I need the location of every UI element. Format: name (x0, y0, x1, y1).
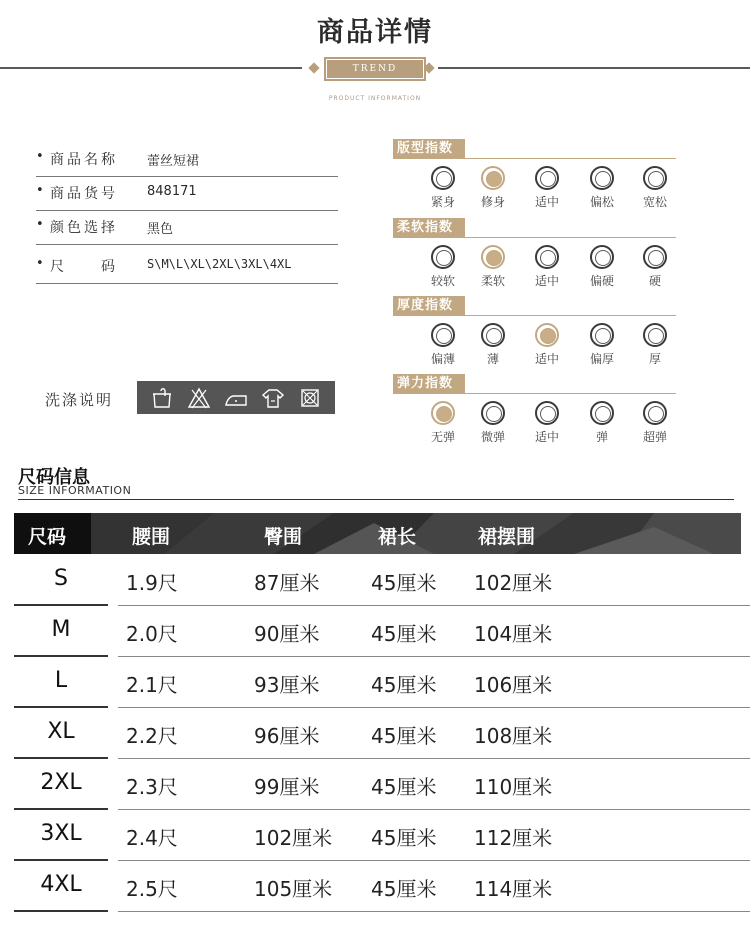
wash-label: 洗涤说明 (45, 391, 114, 409)
table-cell: 2.4尺 (126, 826, 178, 850)
index-option-label: 硬 (648, 274, 661, 288)
index-option-label: 紧身 (430, 195, 455, 209)
index-option-label: 厚 (648, 352, 661, 366)
table-cell: 2.3尺 (126, 775, 178, 799)
table-cell: 108厘米 (474, 724, 553, 748)
info-row-sku (36, 177, 338, 211)
index-option (577, 245, 627, 289)
index-option-label: 薄 (486, 352, 499, 366)
index-option (630, 323, 680, 367)
trend-badge: TREND (326, 59, 424, 79)
indicator-icon (481, 323, 505, 347)
index-option (418, 401, 468, 445)
indicator-icon (590, 245, 614, 269)
index-option (522, 166, 572, 210)
header-waist: 腰围 (132, 526, 171, 548)
index-title: 弹力指数 (393, 374, 465, 394)
table-cell: 45厘米 (371, 673, 437, 697)
index-option (468, 401, 518, 445)
index-option (577, 401, 627, 445)
table-cell: 2.0尺 (126, 622, 178, 646)
header-divider-right (438, 67, 750, 69)
index-option (418, 323, 468, 367)
table-cell: 87厘米 (254, 571, 320, 595)
indicator-icon (535, 401, 559, 425)
index-option-label: 弹 (595, 430, 608, 444)
size-section-subtitle: SIZE INFORMATION (18, 484, 132, 497)
table-cell: 104厘米 (474, 622, 553, 646)
table-cell: 90厘米 (254, 622, 320, 646)
section-divider (18, 499, 734, 500)
index-option (630, 166, 680, 210)
table-row (14, 555, 741, 606)
indicator-icon (481, 401, 505, 425)
info-value: S\M\L\XL\2XL\3XL\4XL (147, 257, 292, 271)
table-cell: 45厘米 (371, 622, 437, 646)
info-label: • 尺 码 (50, 256, 118, 276)
index-option (577, 323, 627, 367)
index-option (468, 245, 518, 289)
table-cell: 93厘米 (254, 673, 320, 697)
row-divider (118, 911, 750, 912)
table-cell: 102厘米 (474, 571, 553, 595)
info-label: • 商品货号 (50, 183, 118, 203)
index-option (577, 166, 627, 210)
index-option-label: 微弹 (480, 430, 505, 444)
info-row-size (36, 250, 338, 284)
selected-indicator-icon (481, 166, 505, 190)
table-cell: 45厘米 (371, 571, 437, 595)
size-code: M (51, 617, 71, 642)
table-cell: 114厘米 (474, 877, 553, 901)
size-code: XL (47, 719, 75, 744)
index-option-label: 偏松 (589, 195, 614, 209)
indicator-icon (590, 323, 614, 347)
index-option-label: 适中 (534, 430, 559, 444)
index-option (630, 401, 680, 445)
size-code: L (54, 668, 68, 693)
table-cell: 105厘米 (254, 877, 333, 901)
selected-indicator-icon (481, 245, 505, 269)
header-length: 裙长 (378, 526, 417, 548)
index-option-label: 偏薄 (430, 352, 455, 366)
header-size: 尺码 (28, 526, 67, 548)
size-code: S (54, 566, 68, 591)
indicator-icon (535, 245, 559, 269)
index-option-label: 较软 (430, 274, 455, 288)
size-code: 2XL (40, 770, 82, 795)
index-option (418, 245, 468, 289)
index-divider (393, 315, 676, 316)
header-hip: 臀围 (264, 526, 303, 548)
info-value: 蕾丝短裙 (147, 154, 200, 169)
table-row (14, 708, 741, 759)
index-option-label: 适中 (534, 352, 559, 366)
indicator-icon (643, 323, 667, 347)
index-option-label: 柔软 (480, 274, 505, 288)
indicator-icon (590, 401, 614, 425)
table-row (14, 861, 741, 912)
index-option (522, 401, 572, 445)
index-option-label: 宽松 (642, 195, 667, 209)
info-value: 黑色 (147, 222, 174, 237)
index-option-label: 偏硬 (589, 274, 614, 288)
diamond-icon (308, 62, 319, 73)
index-option (418, 166, 468, 210)
table-cell: 112厘米 (474, 826, 553, 850)
index-divider (393, 393, 676, 394)
wash-icons (137, 381, 335, 414)
page-subtitle: PRODUCT INFORMATION (328, 95, 422, 102)
info-row-color (36, 211, 338, 245)
row-divider (14, 910, 108, 912)
index-title: 柔软指数 (393, 218, 465, 238)
table-cell: 96厘米 (254, 724, 320, 748)
index-option (522, 245, 572, 289)
hang-dry-icon (261, 387, 285, 409)
table-cell: 2.1尺 (126, 673, 178, 697)
index-option-label: 适中 (534, 195, 559, 209)
header-divider-left (0, 67, 302, 69)
index-divider (393, 158, 676, 159)
indicator-icon (643, 166, 667, 190)
indicator-icon (535, 166, 559, 190)
table-cell: 2.5尺 (126, 877, 178, 901)
info-label: • 颜色选择 (50, 217, 118, 237)
selected-indicator-icon (535, 323, 559, 347)
table-cell: 102厘米 (254, 826, 333, 850)
indicator-icon (643, 245, 667, 269)
table-cell: 45厘米 (371, 724, 437, 748)
index-option (630, 245, 680, 289)
size-code: 3XL (40, 821, 82, 846)
header-hem: 裙摆围 (478, 526, 536, 548)
info-value: 848171 (147, 184, 197, 199)
size-code: 4XL (40, 872, 82, 897)
table-cell: 99厘米 (254, 775, 320, 799)
table-row (14, 606, 741, 657)
indicator-icon (590, 166, 614, 190)
size-section-title: 尺码信息 (18, 467, 90, 488)
table-row (14, 810, 741, 861)
iron-icon (224, 387, 248, 409)
hand-wash-icon (150, 387, 174, 409)
info-label: • 商品名称 (50, 149, 118, 169)
table-cell: 45厘米 (371, 826, 437, 850)
index-option-label: 修身 (480, 195, 505, 209)
index-option-label: 无弹 (430, 430, 455, 444)
table-cell: 106厘米 (474, 673, 553, 697)
table-row (14, 657, 741, 708)
table-cell: 110厘米 (474, 775, 553, 799)
index-option-label: 偏厚 (589, 352, 614, 366)
index-title: 厚度指数 (393, 296, 465, 316)
indicator-icon (431, 245, 455, 269)
table-row (14, 759, 741, 810)
table-cell: 45厘米 (371, 877, 437, 901)
index-option (468, 323, 518, 367)
index-option-label: 适中 (534, 274, 559, 288)
index-option (522, 323, 572, 367)
index-title: 版型指数 (393, 139, 465, 159)
indicator-icon (643, 401, 667, 425)
index-divider (393, 237, 676, 238)
info-row-name (36, 143, 338, 177)
index-option-label: 超弹 (642, 430, 667, 444)
no-bleach-icon (187, 387, 211, 409)
index-option (468, 166, 518, 210)
selected-indicator-icon (431, 401, 455, 425)
no-tumble-dry-icon (298, 387, 322, 409)
table-cell: 1.9尺 (126, 571, 178, 595)
size-table-header (14, 513, 741, 554)
table-cell: 45厘米 (371, 775, 437, 799)
indicator-icon (431, 166, 455, 190)
table-cell: 2.2尺 (126, 724, 178, 748)
indicator-icon (431, 323, 455, 347)
page-title: 商品详情 (317, 17, 433, 48)
